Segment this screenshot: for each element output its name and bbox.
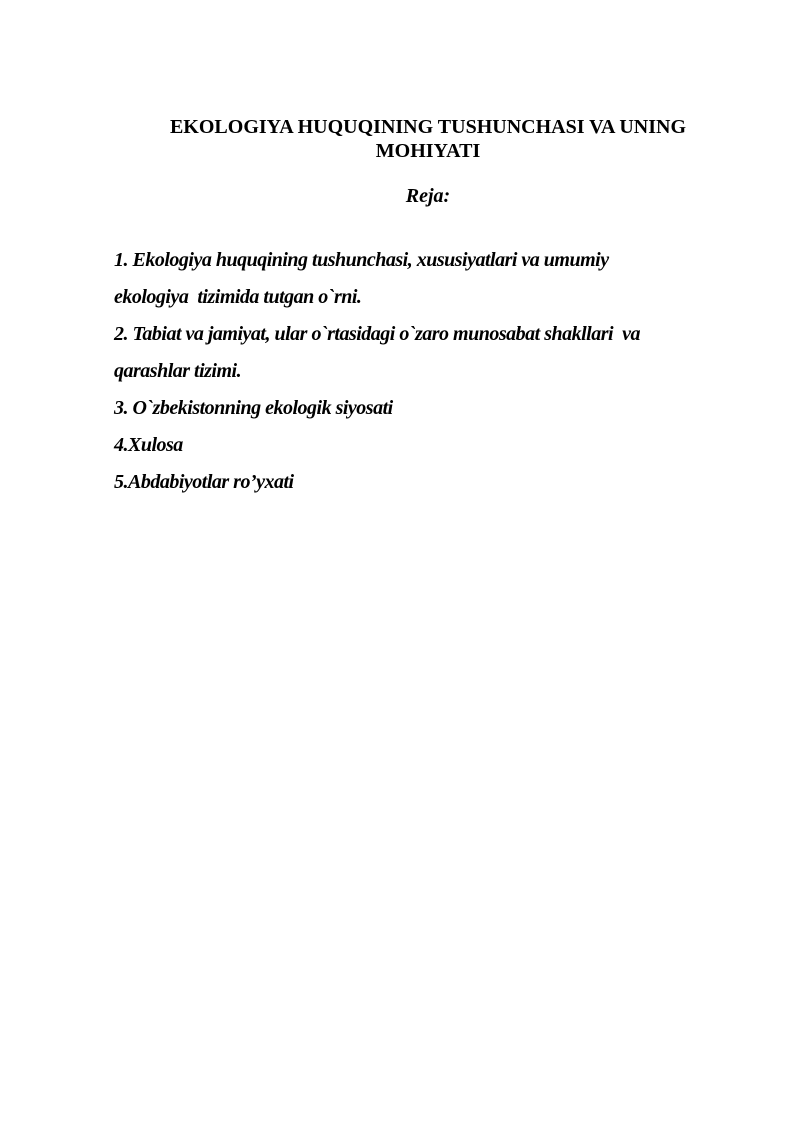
document-title: EKOLOGIYA HUQUQINING TUSHUNCHASI VA UNING MOHIYATI [169, 116, 687, 162]
plan-item-4: 4.Xulosa [114, 434, 183, 456]
plan-item-2-line-2: qarashlar tizimi. [114, 360, 242, 382]
plan-item-5: 5.Abdabiyotlar ro’yxati [114, 471, 294, 493]
plan-item-3: 3. O`zbekistonning ekologik siyosati [114, 397, 393, 419]
plan-item-2-line-1: 2. Tabiat va jamiyat, ular o`rtasidagi o`zaro munosabat shakllari va [114, 323, 640, 345]
plan-list [114, 242, 734, 501]
plan-item-1-line-2: ekologiya tizimida tutgan o`rni. [114, 286, 362, 308]
plan-item-1-line-1: 1. Ekologiya huquqining tushunchasi, xususiyatlari va umumiy [114, 249, 609, 271]
plan-heading: Reja: [405, 185, 451, 207]
